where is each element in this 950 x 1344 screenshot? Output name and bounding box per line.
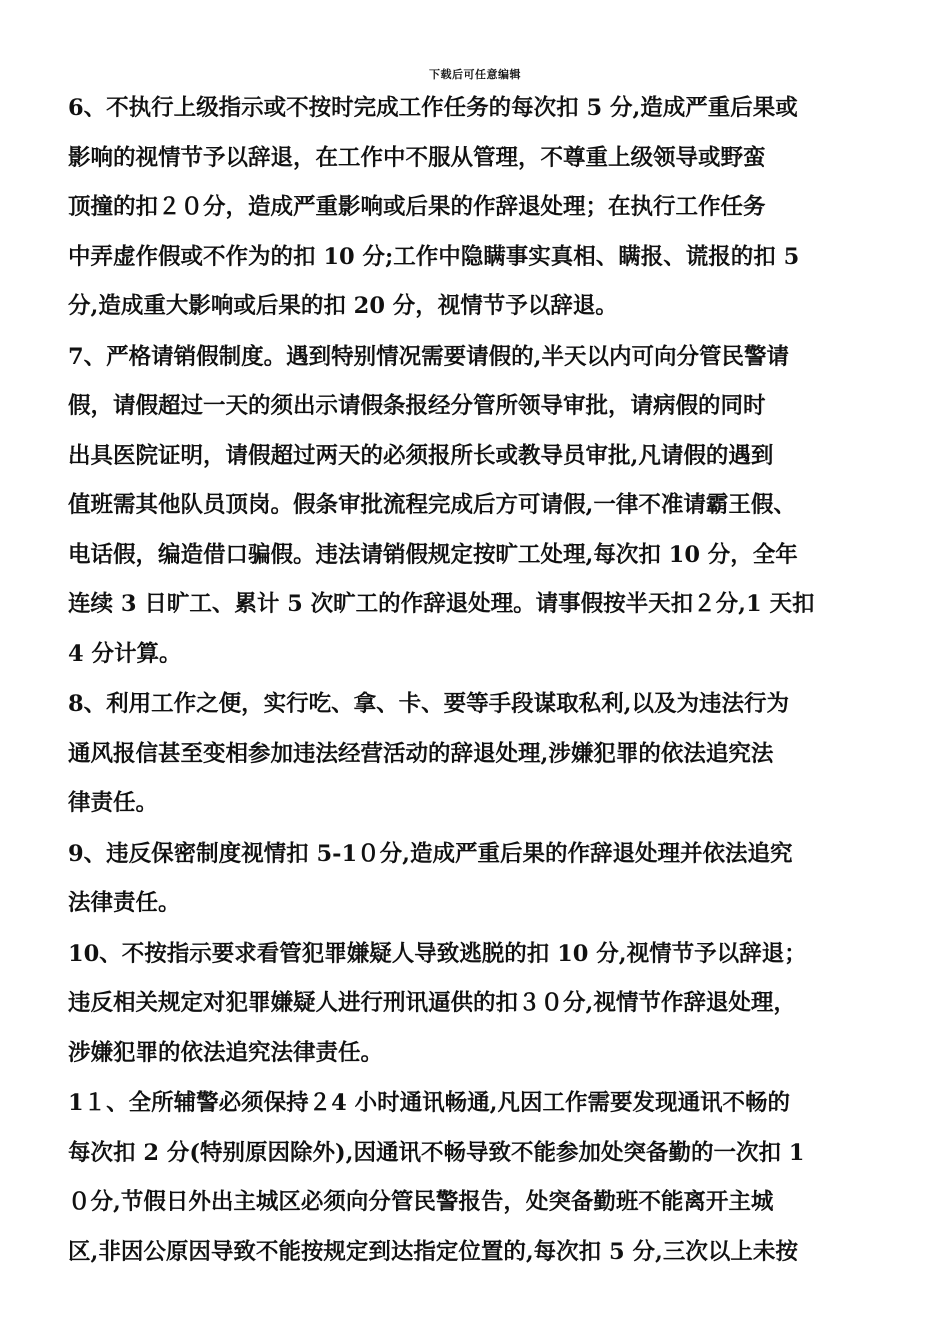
clause-6 [68, 84, 890, 332]
clause-line: 1１、全所辅警必须保持２4 小时通讯畅通,凡因工作需要发现通讯不畅的 [68, 1090, 790, 1116]
clause-line: 律责任。 [68, 790, 159, 816]
clause-line: 法律责任。 [68, 890, 181, 916]
clause-line: 涉嫌犯罪的依法追究法律责任。 [68, 1039, 384, 1066]
clause-line: 连续 3 日旷工、累计 5 次旷工的作辞退处理。请事假按半天扣２分,1 天扣 [68, 591, 815, 617]
clause-7 [68, 333, 890, 680]
clause-line: ０分,节假日外出主城区必须向分管民警报告，处突备勤班不能离开主城 [68, 1189, 774, 1215]
document-body [68, 84, 890, 1278]
clause-line: 4 分计算。 [68, 640, 182, 667]
clause-10 [68, 930, 890, 1079]
clause-line: 顶撞的扣２０分，造成严重影响或后果的作辞退处理；在执行工作任务 [68, 194, 766, 220]
clause-8 [68, 680, 890, 829]
clause-line: 影响的视情节予以辞退，在工作中不服从管理，不尊重上级领导或野蛮 [68, 144, 766, 171]
clause-line: 每次扣 2 分(特别原因除外),因通讯不畅导致不能参加处突备勤的一次扣 1 [68, 1139, 805, 1166]
clause-9 [68, 830, 890, 929]
clause-11 [68, 1079, 890, 1277]
clause-line: 分,造成重大影响或后果的扣 20 分，视情节予以辞退。 [68, 293, 618, 319]
clause-line: 假，请假超过一天的须出示请假条报经分管所领导审批，请病假的同时 [68, 393, 766, 419]
clause-line: 区,非因公原因导致不能按规定到达指定位置的,每次扣 5 分,三次以上未按 [68, 1238, 798, 1265]
clause-line: 7、严格请销假制度。遇到特别情况需要请假的,半天以内可向分管民警请 [68, 343, 789, 370]
clause-line: 违反相关规定对犯罪嫌疑人进行刑讯逼供的扣３０分,视情节作辞退处理， [68, 990, 796, 1016]
clause-line: 10、不按指示要求看管犯罪嫌疑人导致逃脱的扣 10 分,视情节予以辞退； [68, 940, 807, 967]
clause-line: 电话假，编造借口骗假。违法请销假规定按旷工处理,每次扣 10 分，全年 [68, 541, 798, 568]
clause-line: 值班需其他队员顶岗。假条审批流程完成后方可请假,一律不准请霸王假、 [68, 492, 796, 518]
clause-line: 9、违反保密制度视情扣 5-1０分,造成严重后果的作辞退处理并依法追究 [68, 840, 793, 867]
clause-line: 8、利用工作之便，实行吃、拿、卡、要等手段谋取私利,以及为违法行为 [68, 691, 789, 717]
clause-line: 6、不执行上级指示或不按时完成工作任务的每次扣 5 分,造成严重后果或 [68, 95, 798, 121]
page-header: 下载后可任意编辑 [429, 68, 521, 81]
clause-line: 通风报信甚至变相参加违法经营活动的辞退处理,涉嫌犯罪的依法追究法 [68, 740, 774, 767]
clause-line: 出具医院证明，请假超过两天的必须报所长或教导员审批,凡请假的遇到 [68, 442, 774, 469]
clause-line: 中弄虚作假或不作为的扣 10 分;工作中隐瞒事实真相、瞒报、谎报的扣 5 [68, 243, 800, 270]
